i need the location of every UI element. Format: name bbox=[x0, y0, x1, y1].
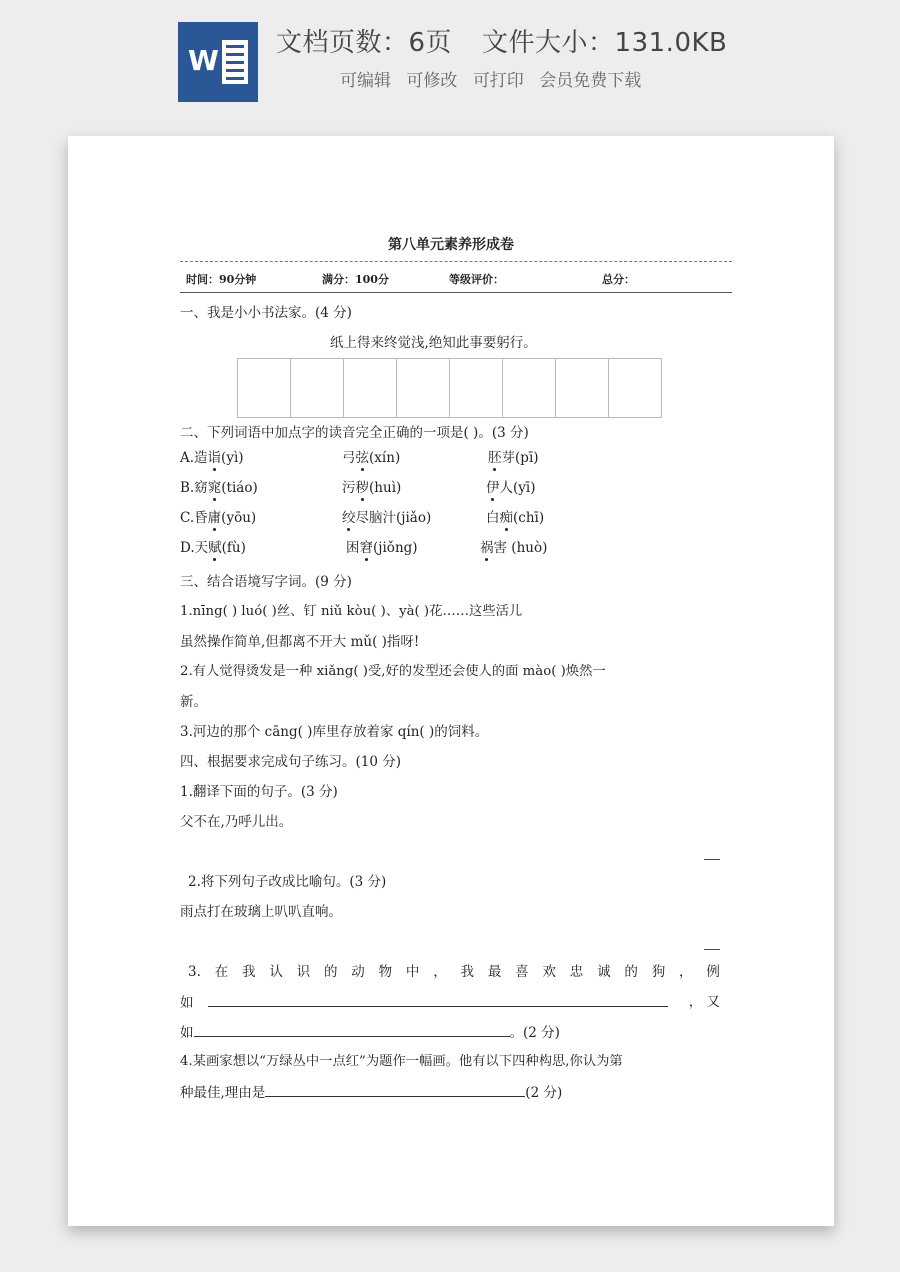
q2-option-d-1: D.天赋(fù) bbox=[180, 540, 246, 556]
q4-sub-4-l2-start: 种最佳,理由是 bbox=[180, 1085, 266, 1101]
q2-option-a-1: A.造诣(yì) bbox=[180, 450, 244, 466]
q2-option-a-2: 弓弦(xín) bbox=[342, 450, 401, 466]
answer-blank[interactable] bbox=[194, 1022, 510, 1037]
writing-box[interactable] bbox=[450, 359, 503, 417]
spread-char: 物 bbox=[378, 964, 393, 980]
emphasis-dotted-char: 诣 bbox=[207, 450, 222, 466]
q2-option-d-2: 困窘(jiǒng) bbox=[346, 540, 418, 556]
q4-sub-3-line-3 bbox=[180, 1022, 560, 1043]
writing-box[interactable] bbox=[397, 359, 450, 417]
q1-heading: 一、我是小小书法家。(4 分) bbox=[180, 305, 352, 321]
writing-box[interactable] bbox=[344, 359, 397, 417]
emphasis-dotted-char: 赋 bbox=[208, 540, 222, 556]
q4-sub-3-l3-end: 。(2 分) bbox=[509, 1025, 560, 1041]
spread-char: 例 bbox=[706, 964, 720, 980]
emphasis-dotted-char: 庸 bbox=[207, 510, 222, 526]
q2-option-c-1: C.昏庸(yōu) bbox=[180, 510, 257, 526]
spread-char: 欢 bbox=[542, 964, 556, 980]
q4-sub-4-l2-end: (2 分) bbox=[525, 1085, 563, 1101]
spread-char: 忠 bbox=[569, 964, 584, 980]
answer-blank[interactable] bbox=[265, 1082, 525, 1097]
meta-divider-dashed bbox=[180, 261, 732, 262]
page-count: 文档页数：6页 bbox=[276, 28, 453, 58]
spread-char: 最 bbox=[487, 964, 502, 980]
q2-option-b-3: 伊人(yī) bbox=[486, 480, 536, 496]
q4-sub-3-l2-end: ， 又 bbox=[688, 994, 720, 1010]
q2-option-c-2: 绞尽脑汁(jiǎo) bbox=[342, 510, 432, 526]
spread-char: 的 bbox=[624, 964, 638, 980]
spread-char: 在 bbox=[214, 964, 229, 980]
spread-char: ， bbox=[433, 964, 447, 980]
q4-sub-3-line-2 bbox=[180, 992, 720, 1013]
q4-heading: 四、根据要求完成句子练习。(10 分) bbox=[180, 754, 402, 770]
meta-total: 总分： bbox=[602, 273, 635, 286]
q3-line-4: 新。 bbox=[180, 694, 207, 710]
writing-box[interactable] bbox=[556, 359, 609, 417]
emphasis-dotted-char: 绞 bbox=[342, 510, 356, 526]
q2-option-b-1: B.窈窕(tiáo) bbox=[180, 480, 258, 496]
spread-char: 动 bbox=[351, 964, 365, 980]
file-info-title bbox=[276, 22, 727, 59]
q3-line-5: 3.河边的那个 cāng( )库里存放着家 qín( )的饲料。 bbox=[180, 724, 489, 740]
q2-option-b-2: 污秽(huì) bbox=[342, 480, 402, 496]
q4-sub-4-line-1: 4.某画家想以“万绿丛中一点红”为题作一幅画。他有以下四种构思,你认为第 bbox=[180, 1054, 623, 1069]
q4-sub-2-text: 雨点打在玻璃上叭叭直响。 bbox=[180, 904, 342, 920]
spread-char: 我 bbox=[460, 964, 475, 980]
spread-char: 诚 bbox=[597, 964, 611, 980]
q3-line-2: 虽然操作简单,但都离不开大 mǔ( )指呀! bbox=[180, 634, 420, 650]
q3-heading: 三、结合语境写字词。(9 分) bbox=[180, 574, 352, 590]
answer-line-end[interactable] bbox=[704, 949, 720, 950]
q2-heading: 二、下列词语中加点字的读音完全正确的一项是( )。(3 分) bbox=[180, 425, 529, 441]
q1-sentence: 纸上得来终觉浅,绝知此事要躬行。 bbox=[330, 335, 537, 351]
spread-char: 认 bbox=[269, 964, 283, 980]
emphasis-dotted-char: 胚 bbox=[488, 450, 502, 466]
exam-meta-row bbox=[184, 271, 732, 287]
answer-blank[interactable] bbox=[208, 992, 668, 1007]
header-banner bbox=[0, 0, 900, 120]
writing-grid bbox=[237, 358, 662, 418]
word-document-icon: W bbox=[178, 22, 258, 102]
document-page bbox=[68, 136, 834, 1226]
emphasis-dotted-char: 秽 bbox=[355, 480, 369, 496]
q2-option-d-3: 祸害 (huò) bbox=[480, 540, 548, 556]
q3-line-1: 1.nīng( ) luó( )丝、钉 niǔ kòu( )、yà( )花……这些活儿 bbox=[180, 604, 523, 619]
writing-box[interactable] bbox=[609, 359, 661, 417]
q2-option-a-3: 胚芽(pī) bbox=[488, 450, 539, 466]
answer-line-end[interactable] bbox=[704, 859, 720, 860]
meta-divider bbox=[180, 292, 732, 293]
emphasis-dotted-char: 伊 bbox=[486, 480, 500, 496]
q4-sub-2: 2.将下列句子改成比喻句。(3 分) bbox=[188, 874, 387, 890]
q4-sub-1-text: 父不在,乃呼儿出。 bbox=[180, 814, 293, 830]
writing-box[interactable] bbox=[238, 359, 291, 417]
emphasis-dotted-char: 窘 bbox=[359, 540, 373, 556]
writing-box[interactable] bbox=[503, 359, 556, 417]
q2-option-c-3: 白痴(chī) bbox=[486, 510, 545, 526]
q3-line-3: 2.有人觉得烫发是一种 xiǎng( )受,好的发型还会使人的面 mào( )焕然一 bbox=[180, 664, 606, 679]
badge-editable: 可编辑 bbox=[340, 71, 391, 91]
file-size: 文件大小：131.0KB bbox=[482, 28, 728, 58]
meta-time: 时间：90分钟 bbox=[186, 273, 257, 286]
spread-char: ， bbox=[679, 964, 693, 980]
q4-sub-3-line-1 bbox=[188, 962, 720, 982]
spread-char: 的 bbox=[323, 964, 338, 980]
writing-box[interactable] bbox=[291, 359, 344, 417]
spread-char: 狗 bbox=[651, 964, 666, 980]
q4-sub-1: 1.翻译下面的句子。(3 分) bbox=[180, 784, 338, 800]
badge-free-download: 会员免费下载 bbox=[539, 71, 642, 91]
spread-char: 中 bbox=[405, 964, 420, 980]
badge-modifiable: 可修改 bbox=[406, 71, 458, 91]
emphasis-dotted-char: 痴 bbox=[499, 510, 513, 526]
spread-char: 喜 bbox=[515, 964, 529, 980]
feature-badges bbox=[340, 66, 651, 91]
spread-char: 3. bbox=[188, 964, 201, 980]
q4-sub-3-l2-start: 如 bbox=[180, 995, 194, 1011]
meta-grade: 等级评价： bbox=[449, 273, 504, 286]
document-title: 第八单元素养形成卷 bbox=[388, 237, 514, 253]
meta-full-score: 满分：100分 bbox=[322, 273, 389, 286]
emphasis-dotted-char: 窕 bbox=[207, 480, 222, 496]
q4-sub-4-line-2 bbox=[180, 1082, 562, 1103]
spread-char: 识 bbox=[296, 964, 311, 980]
badge-printable: 可打印 bbox=[472, 71, 524, 91]
emphasis-dotted-char: 弦 bbox=[355, 450, 369, 466]
emphasis-dotted-char: 祸 bbox=[480, 540, 494, 556]
spread-char: 我 bbox=[242, 964, 256, 980]
q4-sub-3-l3-start: 如 bbox=[180, 1025, 194, 1041]
